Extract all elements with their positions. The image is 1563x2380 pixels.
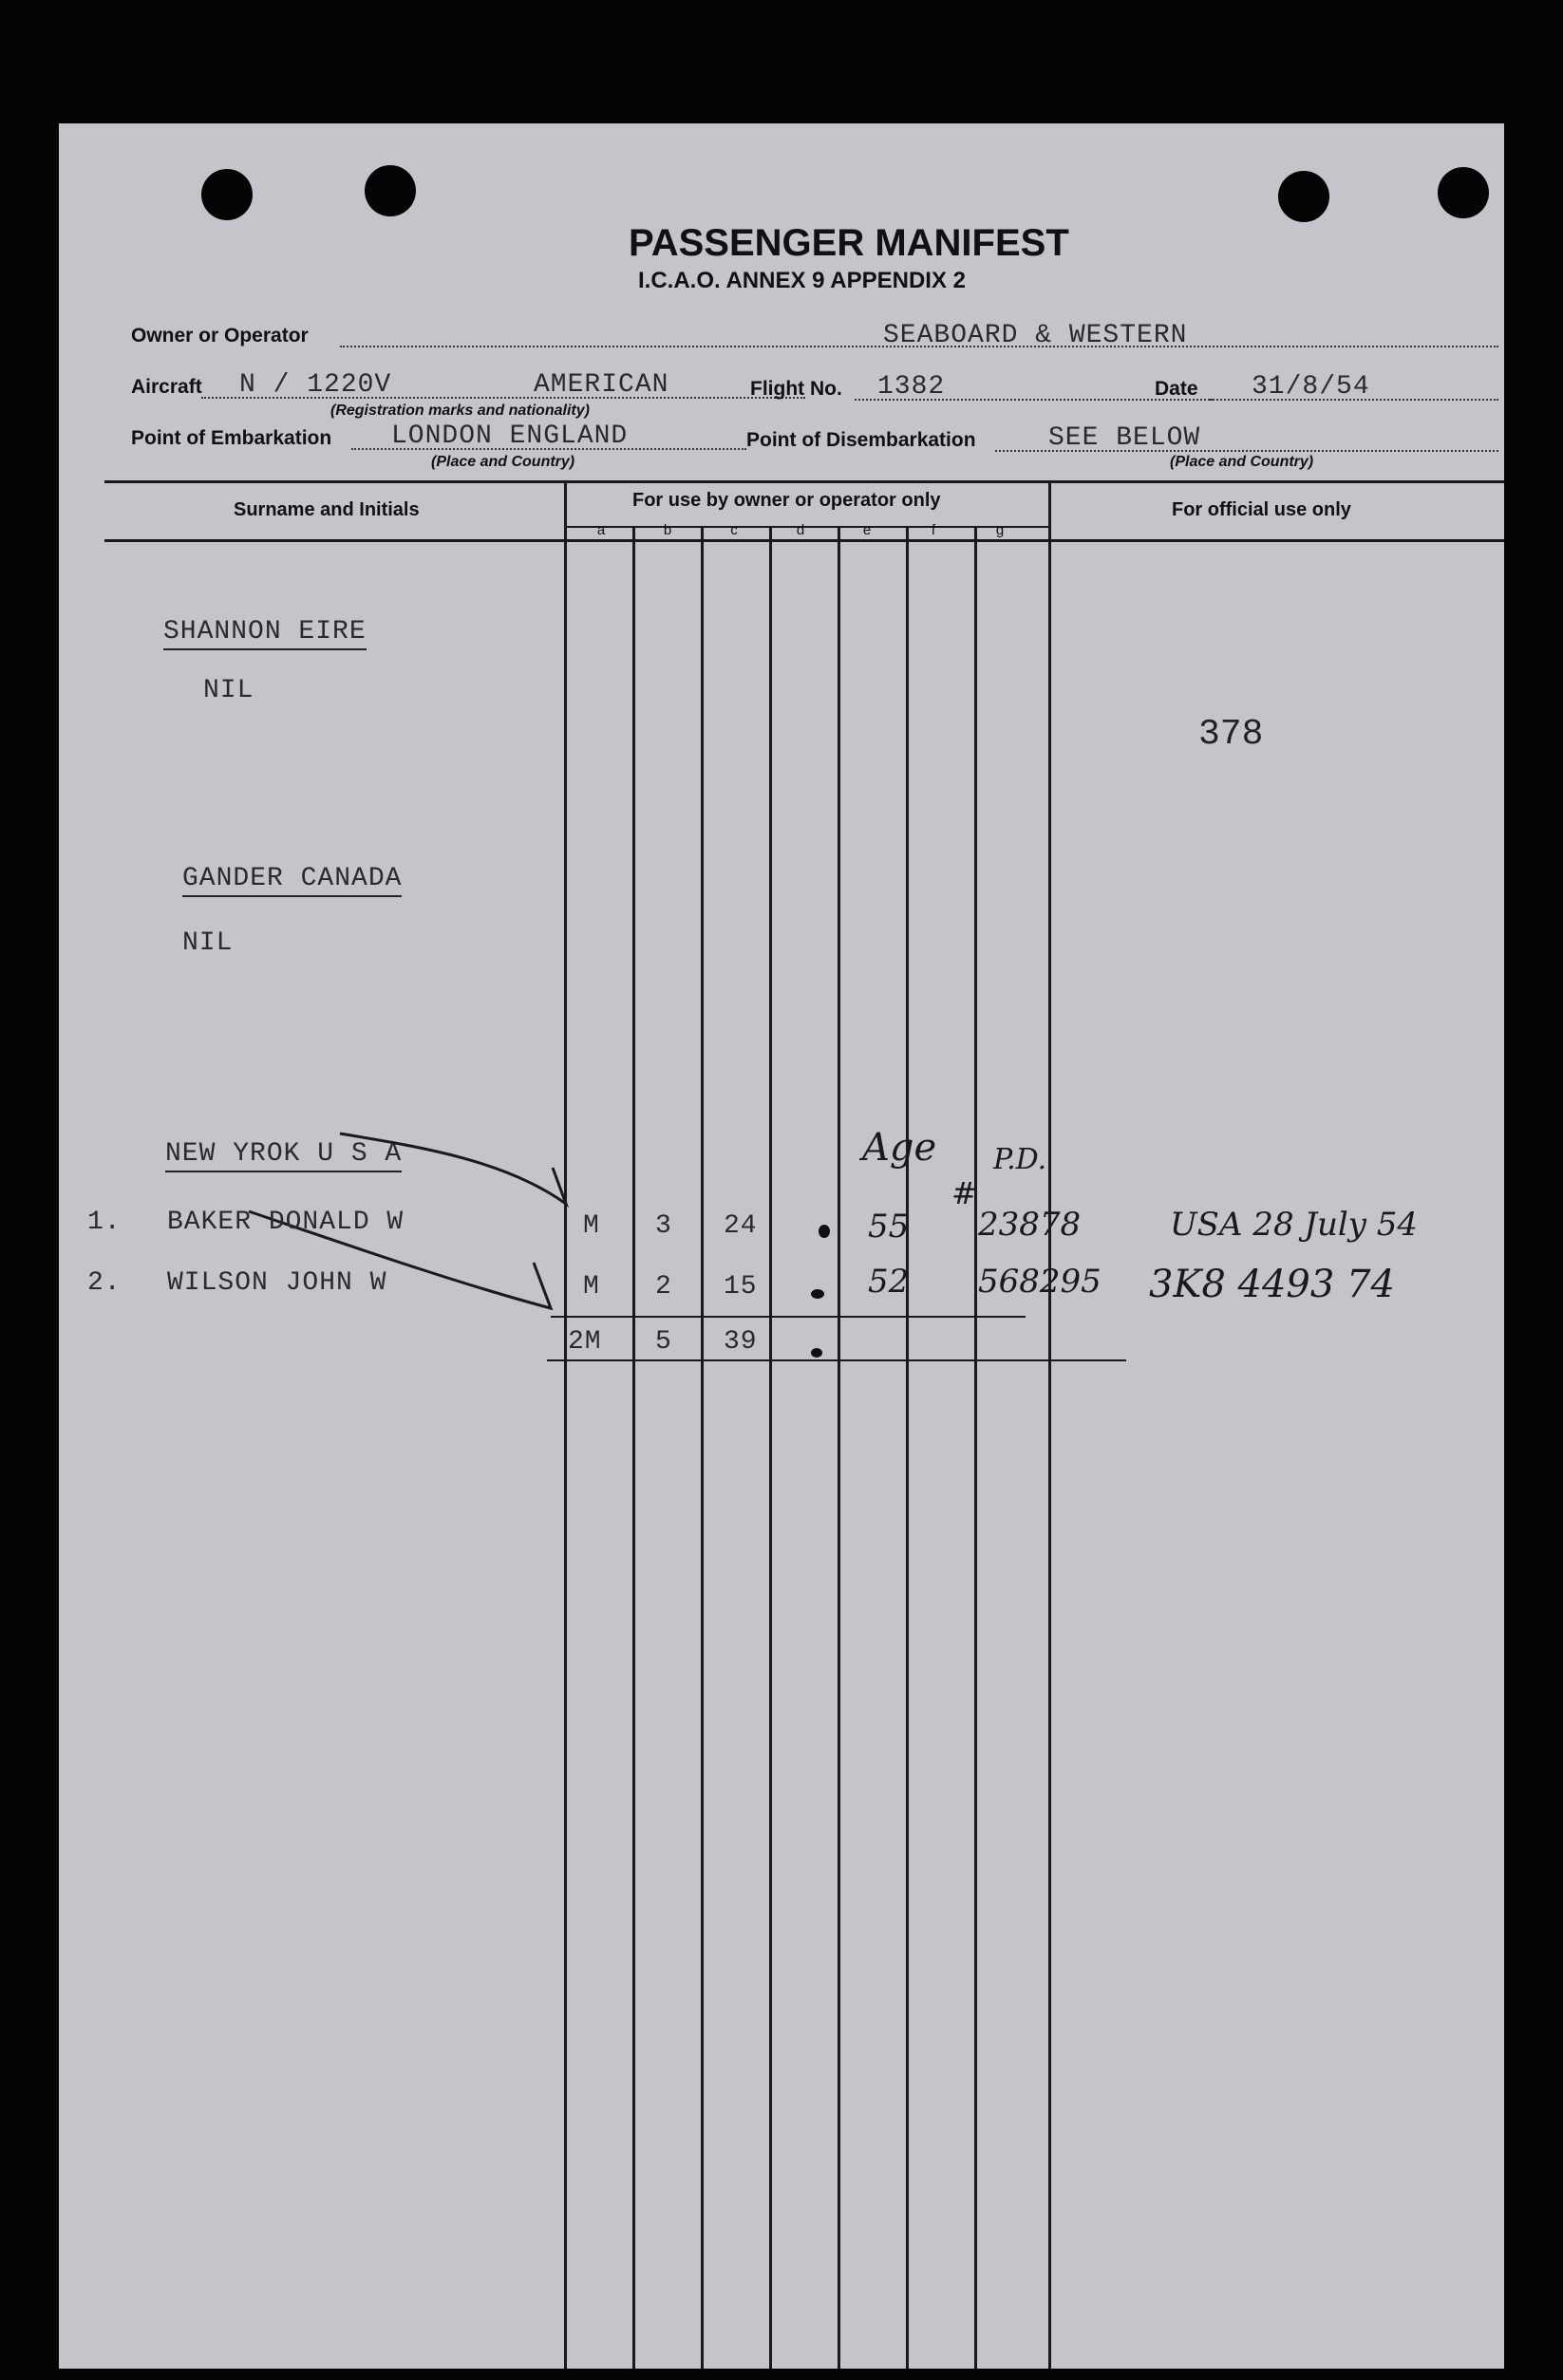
totals-rule: [551, 1316, 1026, 1318]
section-place: SHANNON EIRE: [163, 617, 367, 650]
total-sex: 2M: [568, 1327, 602, 1357]
passenger-col-b: 2: [655, 1272, 672, 1302]
handwritten-pd-header: P.D.: [993, 1143, 1047, 1176]
embarkation-note: (Place and Country): [431, 454, 575, 470]
disembarkation-note: (Place and Country): [1170, 454, 1314, 470]
subcol-b: b: [663, 522, 672, 538]
subcol-d: d: [796, 522, 805, 538]
passenger-official-note: 3K8 4493 74: [1149, 1263, 1395, 1306]
passenger-name: WILSON JOHN W: [167, 1268, 387, 1298]
disembarkation-label: Point of Disembarkation: [746, 429, 976, 451]
section-place: NEW YROK U S A: [165, 1139, 402, 1172]
col-official-header: For official use only: [1172, 499, 1351, 520]
flight-value: 1382: [877, 372, 946, 402]
embarkation-value: LONDON ENGLAND: [391, 422, 629, 451]
date-label: Date: [1155, 378, 1198, 400]
total-col-c: 39: [724, 1327, 758, 1357]
owner-value: SEABOARD & WESTERN: [883, 321, 1188, 350]
flight-label: Flight No.: [750, 378, 842, 400]
passenger-age: 52: [868, 1263, 910, 1301]
subcol-g: g: [995, 522, 1005, 538]
passenger-col-c: 24: [724, 1211, 758, 1241]
passenger-number: 1.: [87, 1208, 122, 1237]
ink-mark: [811, 1289, 824, 1299]
section-entry: NIL: [203, 676, 254, 705]
handwritten-age-header: Age: [862, 1126, 937, 1170]
passenger-col-b: 3: [655, 1211, 672, 1241]
col-surname-header: Surname and Initials: [234, 499, 420, 520]
nationality-value: AMERICAN: [534, 370, 669, 400]
passenger-sex: M: [583, 1211, 600, 1241]
passenger-pd: 568295: [978, 1263, 1102, 1301]
passenger-name: BAKER DONALD W: [167, 1208, 405, 1237]
totals-rule: [547, 1359, 1126, 1361]
arrow-annotations: [59, 123, 1504, 2369]
passenger-col-c: 15: [724, 1272, 758, 1302]
official-number: 378: [1198, 714, 1264, 755]
registration-note: (Registration marks and nationality): [330, 403, 590, 419]
page-subtitle: I.C.A.O. ANNEX 9 APPENDIX 2: [638, 268, 966, 293]
manifest-sheet: [59, 123, 1504, 2369]
subcol-f: f: [931, 522, 936, 538]
disembarkation-value: SEE BELOW: [1048, 423, 1201, 453]
total-col-b: 5: [655, 1327, 672, 1357]
col-owner-use-header: For use by owner or operator only: [632, 490, 941, 511]
passenger-sex: M: [583, 1272, 600, 1302]
subcol-e: e: [862, 522, 872, 538]
aircraft-label: Aircraft: [131, 376, 202, 398]
passenger-number: 2.: [87, 1268, 122, 1298]
owner-label: Owner or Operator: [131, 325, 309, 347]
passenger-official-note: USA 28 July 54: [1170, 1206, 1419, 1244]
subcol-c: c: [730, 522, 738, 538]
passenger-pd: 23878: [978, 1206, 1082, 1244]
passenger-age: 55: [868, 1208, 910, 1246]
embarkation-label: Point of Embarkation: [131, 427, 332, 449]
date-value: 31/8/54: [1252, 372, 1370, 402]
ink-mark: [819, 1225, 830, 1238]
handwritten-hash: #: [951, 1175, 977, 1211]
page-title: PASSENGER MANIFEST: [629, 222, 1069, 264]
subcol-a: a: [596, 522, 606, 538]
section-entry: NIL: [182, 928, 234, 958]
aircraft-value: N / 1220V: [239, 370, 392, 400]
section-place: GANDER CANADA: [182, 864, 402, 897]
arrow-stroke: [340, 1134, 566, 1204]
ink-mark: [811, 1348, 822, 1358]
